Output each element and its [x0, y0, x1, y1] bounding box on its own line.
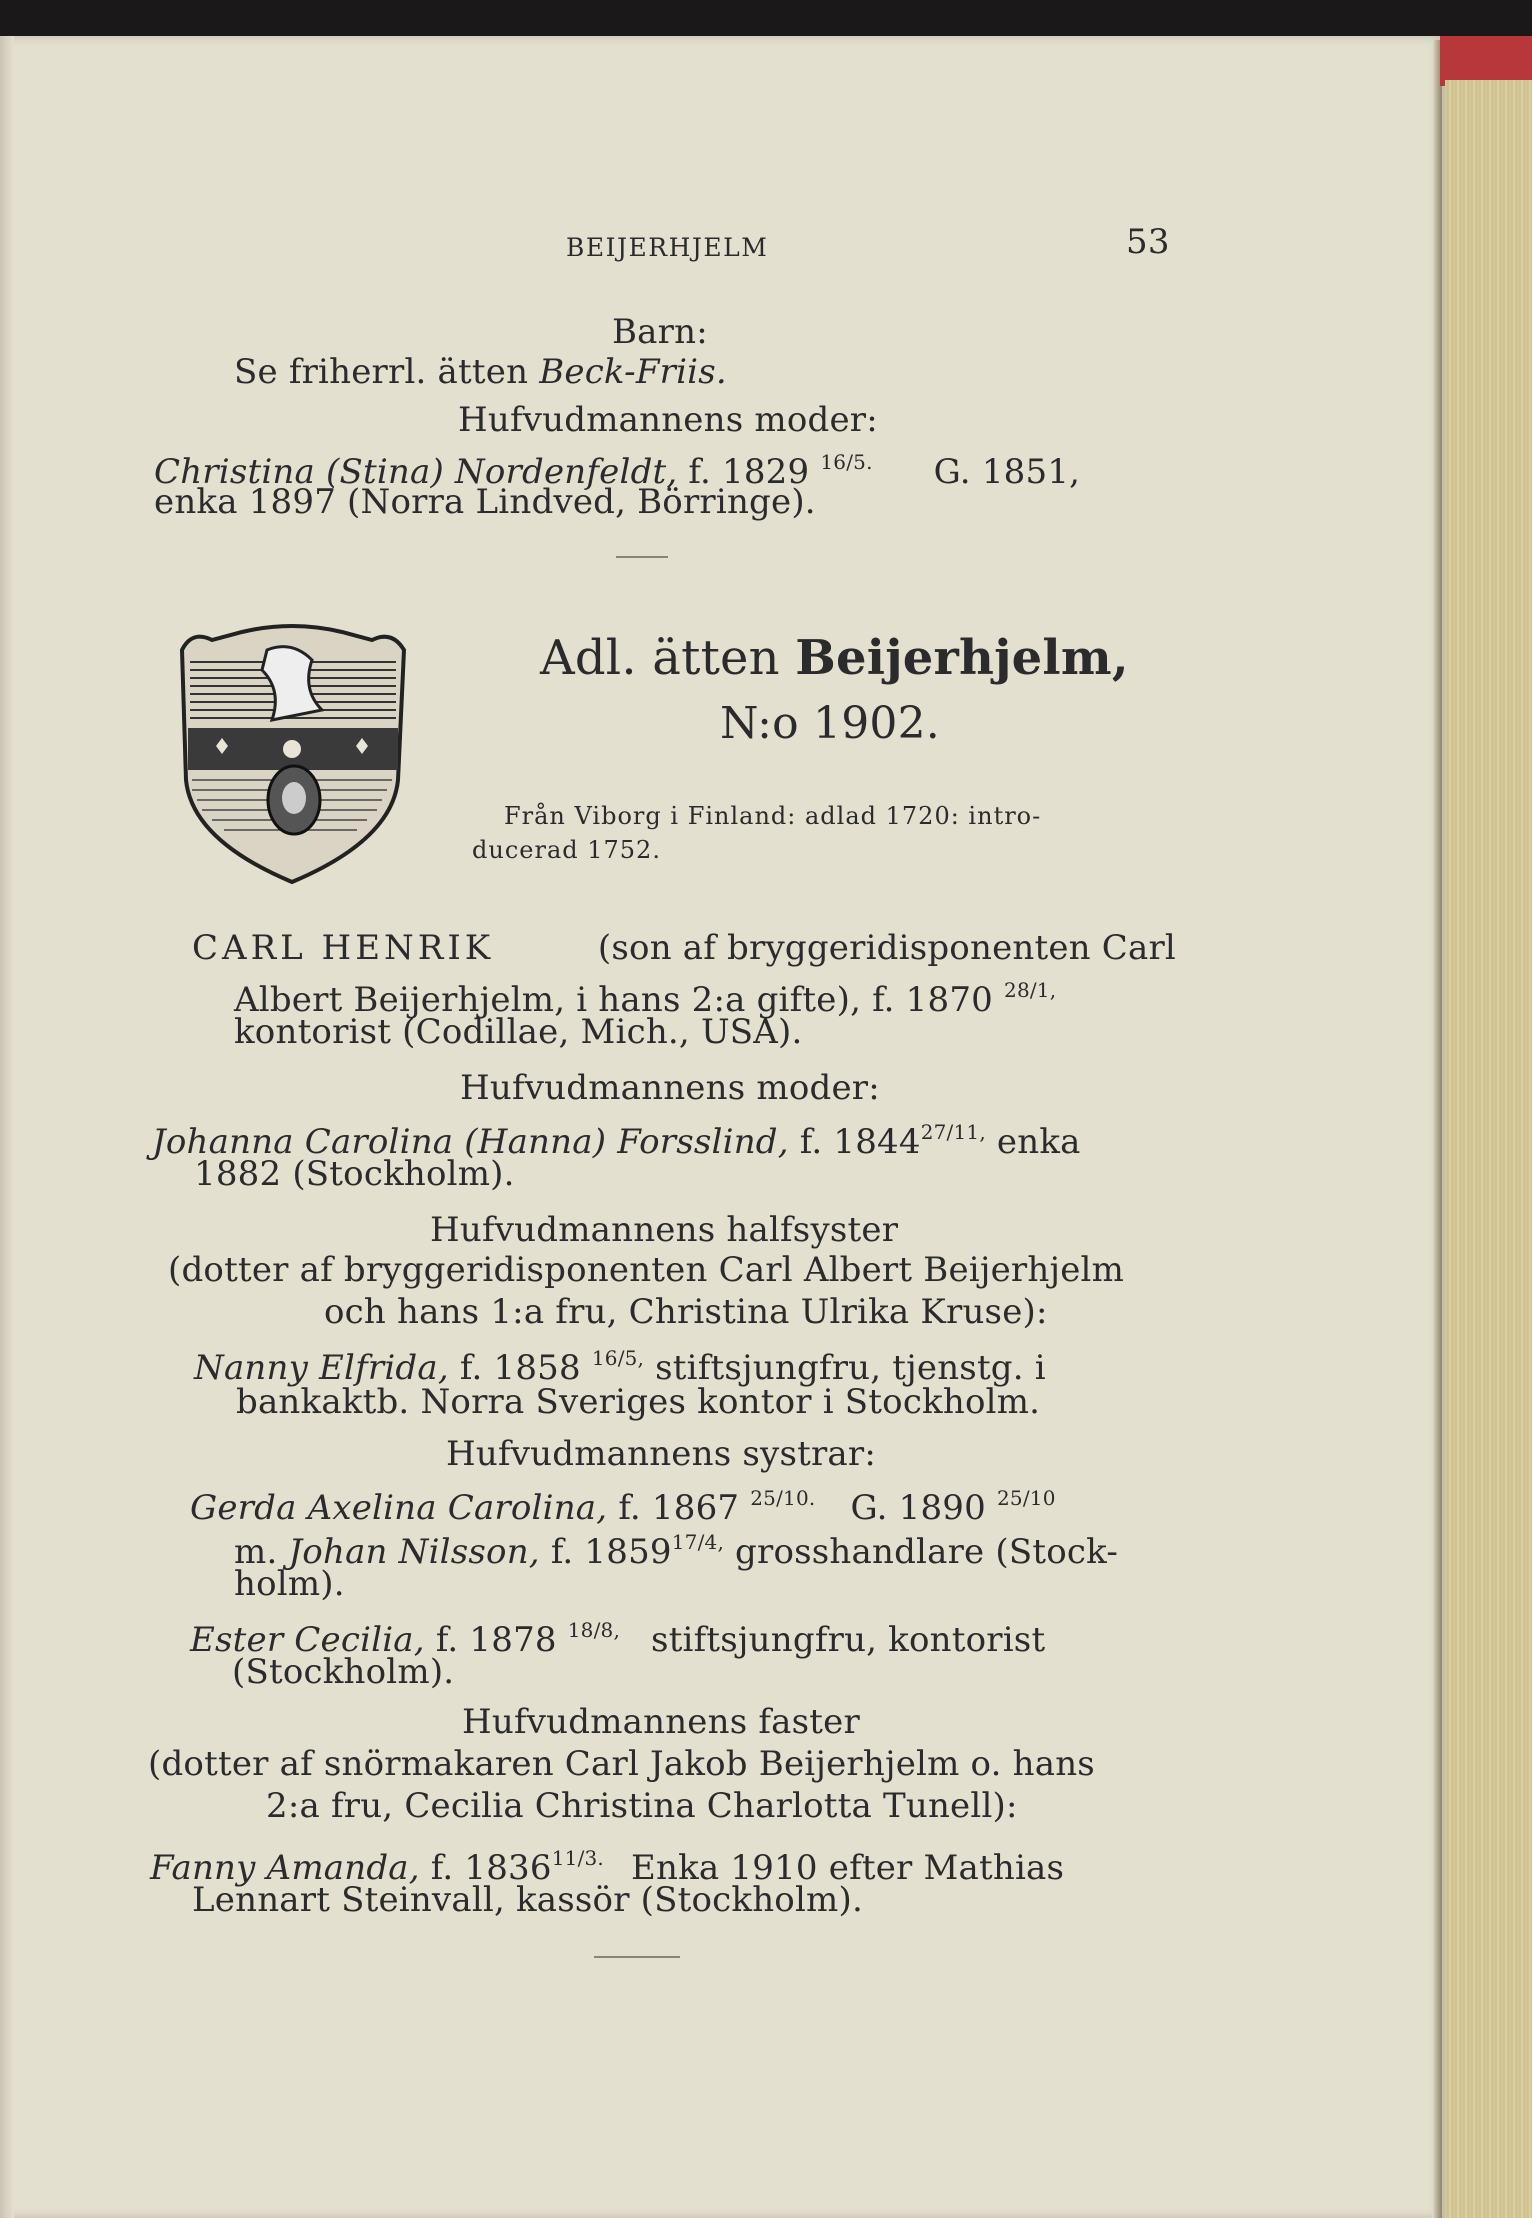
page-stack-edge: [1445, 80, 1532, 2218]
section-divider: [616, 556, 668, 558]
sister2-line-1: Ester Cecilia, f. 1878 $^{18/8,}$ stiftsjungfru, kontorist: [190, 1618, 1046, 1660]
book-cover-edge: [1440, 36, 1532, 86]
aunt-line-3: Fanny Amanda, f. $1836^{11/3.}$ Enka 1910 efter Mathias: [150, 1846, 1065, 1888]
mother2-line-1: Johanna Carolina (Hanna) Forsslind, f. $1844^{27/11,}$ enka: [152, 1120, 1081, 1162]
aunt-line-4: Lennart Steinvall, kassör (Stockholm).: [192, 1880, 863, 1920]
mother-heading-1: Hufvudmannens moder:: [458, 400, 878, 440]
running-title: BEIJERHJELM: [566, 233, 769, 262]
mother-line-2: enka 1897 (Norra Lindved, Börringe).: [154, 482, 816, 522]
halfsister-line-4: bankaktb. Norra Sveriges kontor i Stockholm.: [236, 1382, 1041, 1422]
mother2-line-2: 1882 (Stockholm).: [194, 1154, 515, 1194]
sister1-line-1: Gerda Axelina Carolina, f. 1867 $^{25/10.}$ G. 1890 $^{25/10}$: [190, 1486, 1056, 1528]
head-line-3: kontorist (Codillae, Mich., USA).: [234, 1012, 803, 1052]
halfsister-line-1: (dotter af bryggeridisponenten Carl Albert Beijerhjelm: [168, 1250, 1125, 1290]
head-line-2: Albert Beijerhjelm, i hans 2:a gifte), f. 1870 $^{28/1,}$: [234, 978, 1057, 1020]
end-divider: [594, 1956, 680, 1958]
family-number: N:o 1902.: [720, 698, 940, 749]
page-number: 53: [1126, 222, 1170, 262]
head-line-1: CARL HENRIK (son af bryggeridisponenten Carl: [192, 928, 1176, 968]
sister1-line-2: m. Johan Nilsson, f. $1859^{17/4,}$ grosshandlare (Stock-: [234, 1530, 1119, 1572]
mother-heading-2: Hufvudmannens moder:: [460, 1068, 880, 1108]
sisters-heading: Hufvudmannens systrar:: [446, 1434, 876, 1474]
page-edge-shadow: [1432, 40, 1442, 2218]
sister1-line-3: holm).: [234, 1564, 345, 1604]
aunt-line-1: (dotter af snörmakaren Carl Jakob Beijerhjelm o. hans: [148, 1744, 1095, 1784]
origin-line-2: ducerad 1752.: [472, 836, 661, 864]
page-left-shade: [0, 36, 14, 2218]
barn-ref-line: Se friherrl. ätten Beck-Friis.: [234, 352, 727, 392]
halfsister-heading: Hufvudmannens halfsyster: [430, 1210, 899, 1250]
mother-line-1: Christina (Stina) Nordenfeldt, f. 1829 $^{16/5.}$ G. 1851,: [154, 450, 1081, 492]
scan-top-border: [0, 0, 1532, 38]
origin-line-1: Från Viborg i Finland: adlad 1720: intro-: [504, 802, 1042, 830]
aunt-heading: Hufvudmannens faster: [462, 1702, 860, 1742]
sister2-line-2: (Stockholm).: [232, 1652, 455, 1692]
halfsister-line-2: och hans 1:a fru, Christina Ulrika Kruse):: [324, 1292, 1048, 1332]
halfsister-line-3: Nanny Elfrida, f. 1858 $^{16/5,}$ stiftsjungfru, tjenstg. i: [194, 1346, 1046, 1388]
family-title: Adl. ätten Beijerhjelm,: [540, 630, 1129, 686]
aunt-line-2: 2:a fru, Cecilia Christina Charlotta Tunell):: [266, 1786, 1018, 1826]
barn-heading: Barn:: [612, 312, 708, 352]
coat-of-arms-icon: [172, 610, 412, 890]
